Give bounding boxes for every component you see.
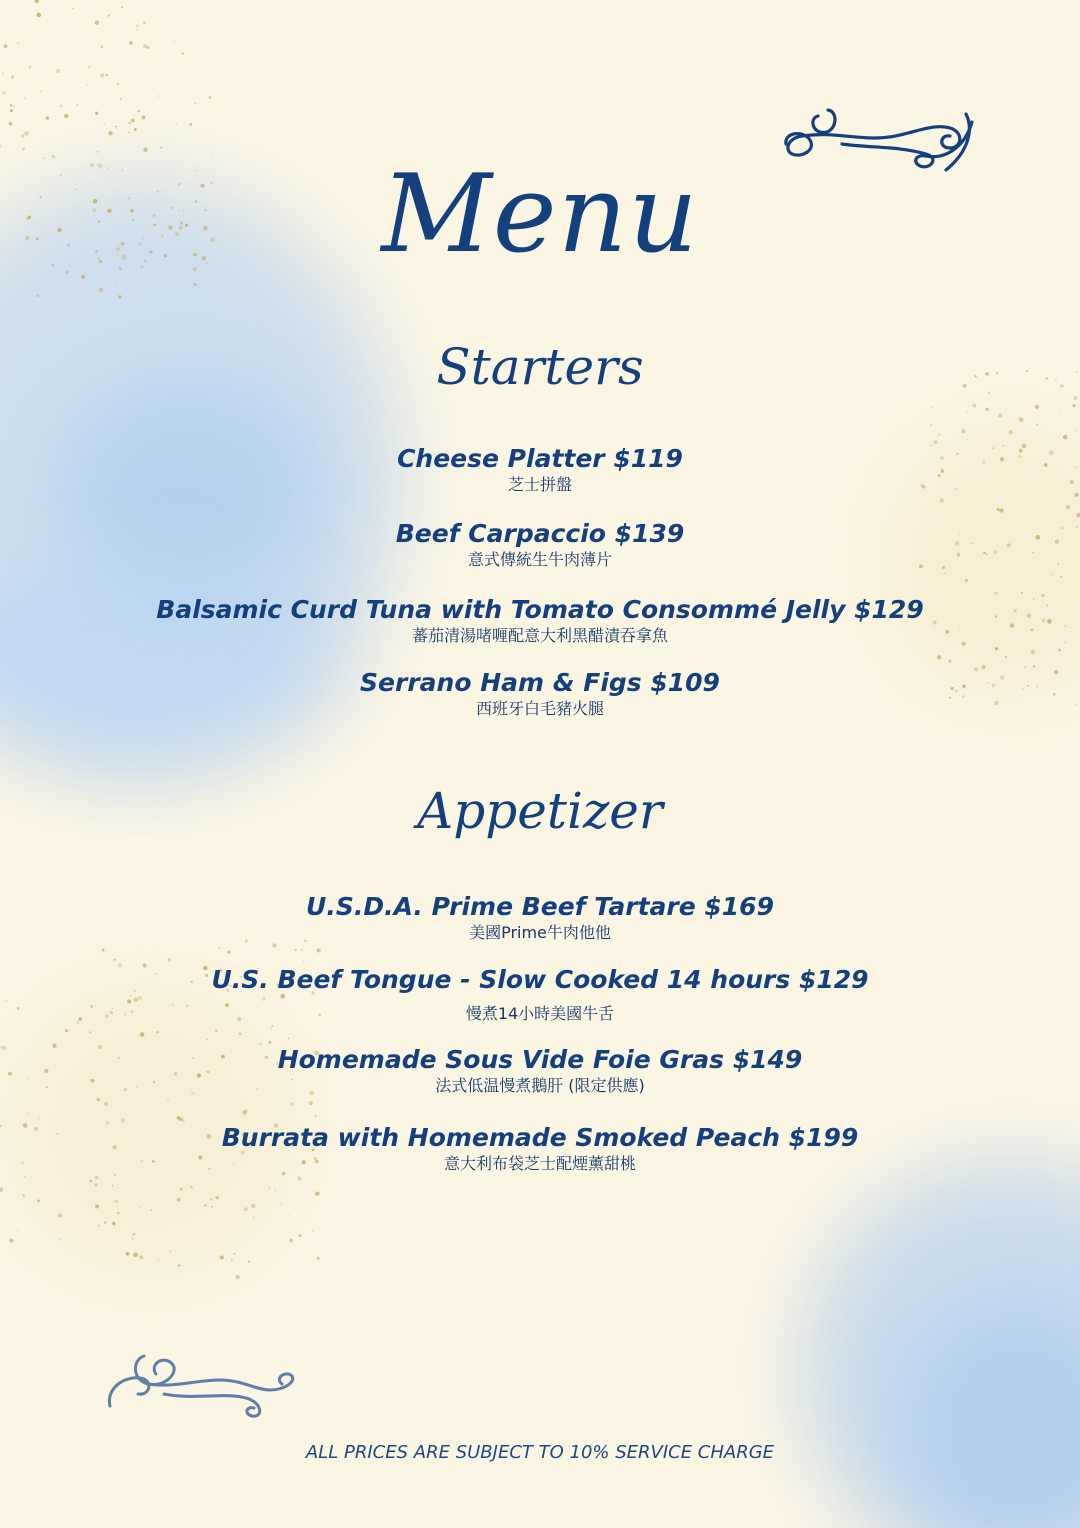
- gold-speckle: [95, 112, 98, 115]
- gold-speckle: [65, 1029, 68, 1032]
- gold-speckle: [314, 1115, 317, 1118]
- gold-speckle: [1000, 509, 1004, 513]
- gold-speckle: [37, 13, 42, 18]
- gold-speckle: [117, 1212, 119, 1214]
- gold-speckle: [181, 52, 183, 54]
- gold-speckle: [995, 647, 998, 650]
- gold-speckle: [13, 106, 15, 108]
- gold-speckle: [315, 1191, 320, 1196]
- gold-speckle: [28, 1113, 30, 1115]
- gold-speckle: [244, 1207, 248, 1211]
- gold-speckle: [288, 1214, 290, 1216]
- gold-speckle: [239, 1032, 242, 1035]
- gold-speckle: [95, 1204, 99, 1208]
- menu-item-beef-tongue: [0, 965, 1080, 1024]
- gold-speckle: [271, 1025, 273, 1027]
- gold-speckle: [36, 294, 39, 297]
- gold-speckle: [967, 439, 968, 440]
- gold-speckle: [253, 1217, 255, 1219]
- gold-speckle: [317, 1257, 320, 1260]
- gold-speckle: [997, 508, 1000, 511]
- gold-speckle: [129, 41, 133, 45]
- gold-speckle: [113, 959, 116, 962]
- gold-speckle: [1021, 592, 1023, 594]
- menu-item-chinese: 蕃茄清湯啫喱配意大利黑醋漬吞拿魚: [411, 626, 668, 645]
- gold-speckle: [17, 42, 19, 44]
- gold-speckle: [100, 73, 104, 77]
- gold-speckle: [97, 1098, 100, 1101]
- gold-speckle: [112, 1185, 114, 1187]
- gold-speckle: [140, 1032, 145, 1037]
- gold-speckle: [194, 102, 196, 104]
- gold-speckle: [40, 91, 41, 92]
- gold-speckle: [60, 1238, 62, 1240]
- gold-speckle: [31, 1177, 32, 1178]
- gold-speckle: [167, 1100, 169, 1102]
- gold-speckle: [176, 123, 178, 125]
- gold-speckle: [940, 498, 944, 502]
- menu-item-chinese: 意大利布袋芝士配煙薰甜桃: [443, 1154, 636, 1173]
- gold-speckle: [95, 20, 100, 25]
- gold-speckle: [87, 85, 88, 86]
- gold-speckle: [100, 46, 103, 49]
- gold-speckle: [133, 115, 135, 117]
- gold-speckle: [248, 1261, 250, 1263]
- gold-speckle: [0, 145, 1, 148]
- gold-speckle: [22, 148, 25, 151]
- gold-speckle: [108, 131, 112, 135]
- gold-speckle: [128, 132, 130, 134]
- gold-speckle: [1052, 574, 1053, 575]
- gold-speckle: [134, 128, 137, 131]
- gold-speckle: [297, 1176, 301, 1180]
- gold-speckle: [309, 1101, 313, 1105]
- gold-speckle: [227, 951, 230, 954]
- gold-speckle: [966, 411, 968, 413]
- menu-item-name: Balsamic Curd Tuna with Tomato Consommé Jelly $129: [156, 595, 924, 624]
- gold-speckle: [115, 1200, 119, 1204]
- gold-speckle: [1008, 430, 1012, 434]
- gold-speckle: [45, 116, 49, 120]
- gold-speckle: [105, 124, 106, 125]
- gold-speckle: [190, 123, 193, 126]
- menu-item-name: Beef Carpaccio $139: [395, 519, 685, 548]
- gold-speckle: [281, 1204, 282, 1205]
- gold-speckle: [58, 1213, 62, 1217]
- section-title-starters: Starters: [436, 338, 644, 396]
- gold-speckle: [129, 122, 131, 124]
- gold-speckle: [10, 104, 12, 106]
- gold-speckle: [24, 1176, 26, 1178]
- gold-speckle: [1063, 435, 1068, 440]
- gold-speckle: [157, 1031, 159, 1033]
- gold-speckle: [1018, 418, 1019, 419]
- gold-speckle: [21, 134, 25, 138]
- gold-speckle: [204, 1204, 206, 1206]
- menu-item-name: Burrata with Homemade Smoked Peach $199: [221, 1123, 859, 1152]
- gold-speckle: [60, 105, 62, 107]
- gold-speckle: [1066, 505, 1070, 509]
- gold-speckle: [115, 126, 117, 128]
- gold-speckle: [301, 949, 303, 951]
- gold-speckle: [77, 104, 78, 105]
- gold-speckle: [1075, 430, 1077, 432]
- gold-speckle: [268, 1186, 270, 1188]
- gold-speckle: [2, 73, 4, 75]
- menu-item-chinese: 西班牙白毛豬火腿: [475, 699, 604, 718]
- gold-speckle: [274, 1189, 275, 1190]
- gold-speckle: [215, 1029, 218, 1032]
- menu-item-chinese: 慢煮14小時美國牛舌: [465, 1004, 615, 1023]
- gold-speckle: [95, 1183, 98, 1186]
- gold-speckle: [178, 1117, 182, 1121]
- gold-speckle: [2, 91, 5, 94]
- gold-speckle: [115, 282, 117, 284]
- gold-speckle: [1073, 404, 1076, 407]
- gold-speckle: [167, 958, 171, 962]
- service-charge-note: ALL PRICES ARE SUBJECT TO 10% SERVICE CHARGE: [305, 1442, 775, 1463]
- gold-speckle: [1035, 405, 1039, 409]
- menu-item-cheese-platter: [0, 444, 1080, 495]
- gold-speckle: [131, 119, 135, 123]
- gold-speckle: [151, 1209, 153, 1211]
- gold-speckle: [211, 1206, 213, 1208]
- menu-item-serrano-ham: [0, 668, 1080, 719]
- gold-speckle: [142, 115, 146, 119]
- gold-speckle: [998, 413, 1002, 417]
- gold-speckle: [4, 44, 8, 48]
- gold-speckle: [120, 98, 122, 100]
- gold-speckle: [207, 1039, 208, 1040]
- menu-item-name: U.S. Beef Tongue - Slow Cooked 14 hours $129: [211, 965, 869, 994]
- menu-item-chinese: 意式傳統生牛肉薄片: [467, 550, 612, 569]
- menu-item-chinese: 法式低温慢煮鵝肝 (限定供應): [435, 1076, 645, 1095]
- gold-speckle: [244, 1109, 247, 1112]
- gold-speckle: [38, 1117, 40, 1119]
- gold-speckle: [948, 659, 951, 662]
- gold-speckle: [132, 1233, 135, 1236]
- gold-speckle: [938, 433, 940, 435]
- gold-speckle: [99, 288, 103, 292]
- gold-speckle: [28, 66, 31, 69]
- gold-speckle: [160, 147, 162, 149]
- gold-speckle: [10, 109, 13, 112]
- menu-item-chinese: 美國Prime牛肉他他: [469, 923, 611, 942]
- gold-speckle: [1005, 656, 1007, 658]
- gold-speckle: [1060, 413, 1062, 415]
- gold-speckle: [138, 110, 140, 112]
- gold-speckle: [102, 949, 105, 952]
- menu-item-chinese: 芝士拼盤: [507, 475, 572, 494]
- gold-speckle: [295, 949, 297, 951]
- gold-speckle: [178, 1264, 181, 1267]
- gold-speckle: [24, 98, 26, 100]
- gold-speckle: [24, 131, 29, 136]
- gold-speckle: [180, 1188, 183, 1191]
- gold-speckle: [9, 1238, 13, 1242]
- gold-speckle: [72, 8, 73, 9]
- gold-speckle: [23, 1194, 25, 1196]
- gold-speckle: [973, 404, 977, 408]
- gold-speckle: [169, 1250, 171, 1252]
- gold-speckle: [215, 1196, 219, 1200]
- gold-speckle: [0, 1187, 3, 1192]
- gold-speckle: [37, 1199, 40, 1202]
- gold-speckle: [56, 69, 60, 73]
- gold-speckle: [219, 947, 221, 949]
- gold-speckle: [313, 1230, 314, 1231]
- gold-speckle: [140, 1207, 141, 1208]
- gold-speckle: [1076, 513, 1080, 518]
- gold-speckle: [177, 1198, 181, 1202]
- gold-speckle: [108, 15, 110, 17]
- gold-speckle: [937, 655, 941, 659]
- gold-speckle: [9, 122, 13, 126]
- menu-item-foie-gras: [0, 1045, 1080, 1096]
- gold-speckle: [965, 579, 968, 582]
- menu-item-name: Homemade Sous Vide Foie Gras $149: [277, 1045, 803, 1074]
- gold-speckle: [931, 424, 933, 426]
- gold-speckle: [931, 406, 933, 408]
- bottom-left-flourish-icon: [104, 1350, 304, 1422]
- gold-speckle: [268, 1041, 271, 1044]
- gold-speckle: [961, 429, 965, 433]
- gold-speckle: [1031, 650, 1036, 655]
- gold-speckle: [114, 1174, 116, 1176]
- menu-item-name: U.S.D.A. Prime Beef Tartare $169: [306, 892, 774, 921]
- gold-speckle: [303, 961, 304, 962]
- gold-speckle: [90, 1180, 93, 1183]
- gold-speckle: [1074, 396, 1078, 400]
- gold-speckle: [190, 1186, 193, 1189]
- gold-speckle: [210, 1198, 212, 1200]
- gold-speckle: [64, 114, 68, 118]
- menu-title: Menu: [381, 152, 699, 277]
- gold-speckle: [194, 283, 197, 286]
- gold-speckle: [95, 1176, 99, 1180]
- menu-item-name: Serrano Ham & Figs $109: [360, 668, 720, 697]
- gold-speckle: [251, 1204, 255, 1208]
- gold-speckle: [1036, 424, 1038, 426]
- gold-speckle: [273, 943, 277, 947]
- gold-speckle: [17, 1230, 18, 1231]
- gold-speckle: [233, 1253, 235, 1255]
- gold-speckle: [35, 0, 39, 3]
- gold-speckle: [220, 1255, 224, 1259]
- gold-speckle: [136, 29, 138, 31]
- gold-speckle: [985, 407, 988, 410]
- section-title-appetizer: Appetizer: [417, 782, 663, 840]
- gold-speckle: [98, 1225, 100, 1227]
- gold-speckle: [944, 573, 946, 575]
- gold-speckle: [299, 1234, 302, 1237]
- menu-item-balsamic-tuna: [0, 595, 1080, 646]
- gold-speckle: [89, 1031, 91, 1033]
- gold-speckle: [236, 1275, 240, 1279]
- gold-speckle: [132, 1238, 134, 1240]
- menu-item-beef-carpaccio: [0, 519, 1080, 570]
- gold-speckle: [231, 1259, 233, 1261]
- gold-speckle: [36, 10, 38, 12]
- gold-speckle: [291, 1103, 294, 1106]
- gold-speckle: [133, 1252, 138, 1257]
- menu-item-burrata: [0, 1123, 1080, 1174]
- gold-speckle: [1060, 576, 1062, 578]
- gold-speckle: [140, 1255, 144, 1259]
- gold-speckle: [317, 948, 321, 952]
- gold-speckle: [11, 76, 14, 79]
- menu-item-name: Cheese Platter $119: [397, 444, 683, 473]
- gold-speckle: [121, 6, 123, 8]
- gold-speckle: [173, 40, 175, 42]
- gold-speckle: [143, 44, 147, 48]
- gold-speckle: [270, 1028, 272, 1030]
- gold-speckle: [105, 74, 108, 77]
- gold-speckle: [104, 1221, 106, 1223]
- gold-speckle: [136, 25, 139, 28]
- gold-speckle: [159, 95, 160, 96]
- gold-speckle: [209, 96, 212, 99]
- gold-speckle: [117, 82, 119, 84]
- menu-item-beef-tartare: [0, 892, 1080, 943]
- gold-speckle: [112, 1222, 115, 1225]
- gold-speckle: [1058, 649, 1061, 652]
- gold-speckle: [118, 295, 121, 298]
- gold-speckle: [289, 1239, 293, 1243]
- gold-speckle: [288, 1038, 290, 1040]
- gold-speckle: [104, 1102, 108, 1106]
- gold-speckle: [88, 66, 91, 69]
- gold-speckle: [58, 286, 59, 287]
- gold-speckle: [157, 1259, 159, 1261]
- gold-speckle: [143, 22, 146, 25]
- gold-speckle: [126, 1252, 130, 1256]
